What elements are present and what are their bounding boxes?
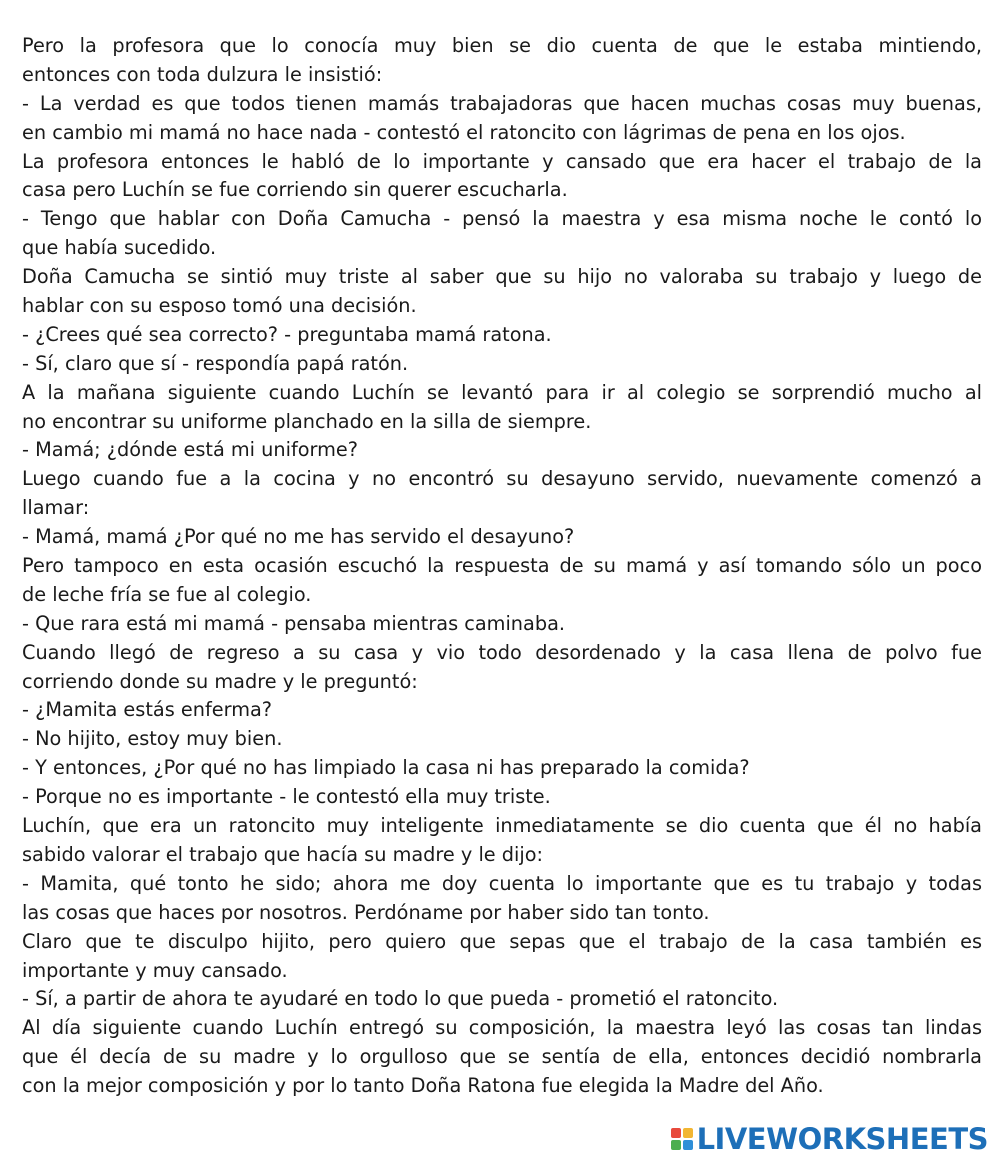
text-line: Claro que te disculpo hijito, pero quiero que sepas que el trabajo de la casa también es bbox=[22, 929, 982, 953]
text-line: Pero tampoco en esta ocasión escuchó la respuesta de su mamá y así tomando sólo un poco bbox=[22, 554, 982, 578]
text-line: hablar con su esposo tomó una decisión. bbox=[22, 294, 417, 318]
text-line: Pero la profesora que lo conocía muy bien se dio cuenta de que le estaba mintiendo, bbox=[22, 34, 982, 57]
logo-square bbox=[683, 1128, 693, 1138]
text-line: entonces con toda dulzura le insistió: bbox=[22, 62, 383, 86]
logo-square bbox=[671, 1128, 681, 1138]
text-line: - ¿Mamita estás enferma? bbox=[22, 698, 273, 722]
text-line: Luego cuando fue a la cocina y no encontró su desayuno servido, nuevamente comenzó a bbox=[22, 467, 982, 491]
liveworksheets-watermark bbox=[671, 1122, 988, 1156]
text-line: importante y muy cansado. bbox=[22, 958, 288, 982]
text-line: Luchín, que era un ratoncito muy inteligente inmediatamente se dio cuenta que él no había bbox=[22, 814, 982, 838]
text-line: - Mamá; ¿dónde está mi uniforme? bbox=[22, 438, 359, 462]
text-line: - No hijito, estoy muy bien. bbox=[22, 727, 283, 751]
text-line: corriendo donde su madre y le preguntó: bbox=[22, 669, 418, 693]
story-text bbox=[22, 32, 982, 1101]
text-line: - Mamá, mamá ¿Por qué no me has servido el desayuno? bbox=[22, 525, 575, 549]
text-line: A la mañana siguiente cuando Luchín se levantó para ir al colegio se sorprendió mucho al bbox=[22, 380, 982, 404]
text-line: - ¿Crees qué sea correcto? - preguntaba mamá ratona. bbox=[22, 322, 552, 346]
text-line: de leche fría se fue al colegio. bbox=[22, 582, 312, 606]
liveworksheets-logo-icon bbox=[671, 1128, 693, 1150]
liveworksheets-logo-text: LIVEWORKSHEETS bbox=[696, 1122, 988, 1156]
text-line: - Que rara está mi mamá - pensaba mientras caminaba. bbox=[22, 611, 566, 635]
text-line: no encontrar su uniforme planchado en la silla de siempre. bbox=[22, 409, 592, 433]
text-line: Cuando llegó de regreso a su casa y vio todo desordenado y la casa llena de polvo fue bbox=[22, 640, 982, 664]
text-line: - La verdad es que todos tienen mamás trabajadoras que hacen muchas cosas muy buenas, bbox=[22, 91, 982, 115]
text-line: que había sucedido. bbox=[22, 236, 217, 260]
text-line: - Tengo que hablar con Doña Camucha - pensó la maestra y esa misma noche le contó lo bbox=[22, 207, 982, 231]
text-line: - Sí, claro que sí - respondía papá ratón. bbox=[22, 351, 409, 375]
text-line: - Sí, a partir de ahora te ayudaré en todo lo que pueda - prometió el ratoncito. bbox=[22, 987, 779, 1011]
text-line: La profesora entonces le habló de lo importante y cansado que era hacer el trabajo de la bbox=[22, 149, 982, 173]
text-line: en cambio mi mamá no hace nada - contestó el ratoncito con lágrimas de pena en los ojos. bbox=[22, 120, 906, 144]
text-line: sabido valorar el trabajo que hacía su madre y le dijo: bbox=[22, 842, 544, 866]
text-line: llamar: bbox=[22, 496, 90, 520]
text-line: las cosas que haces por nosotros. Perdóname por haber sido tan tonto. bbox=[22, 900, 710, 924]
text-line: Al día siguiente cuando Luchín entregó su composición, la maestra leyó las cosas tan lindas bbox=[22, 1016, 982, 1040]
text-line: Doña Camucha se sintió muy triste al saber que su hijo no valoraba su trabajo y luego de bbox=[22, 265, 982, 289]
text-line: - Y entonces, ¿Por qué no has limpiado la casa ni has preparado la comida? bbox=[22, 756, 750, 780]
text-line: - Mamita, qué tonto he sido; ahora me doy cuenta lo importante que es tu trabajo y todas bbox=[22, 871, 982, 895]
text-line: casa pero Luchín se fue corriendo sin querer escucharla. bbox=[22, 178, 568, 202]
text-line: - Porque no es importante - le contestó ella muy triste. bbox=[22, 785, 551, 809]
logo-square bbox=[671, 1140, 681, 1150]
text-line: que él decía de su madre y lo orgulloso que se sentía de ella, entonces decidió nombrarla bbox=[22, 1045, 982, 1069]
logo-square bbox=[683, 1140, 693, 1150]
text-line: con la mejor composición y por lo tanto Doña Ratona fue elegida la Madre del Año. bbox=[22, 1074, 824, 1098]
